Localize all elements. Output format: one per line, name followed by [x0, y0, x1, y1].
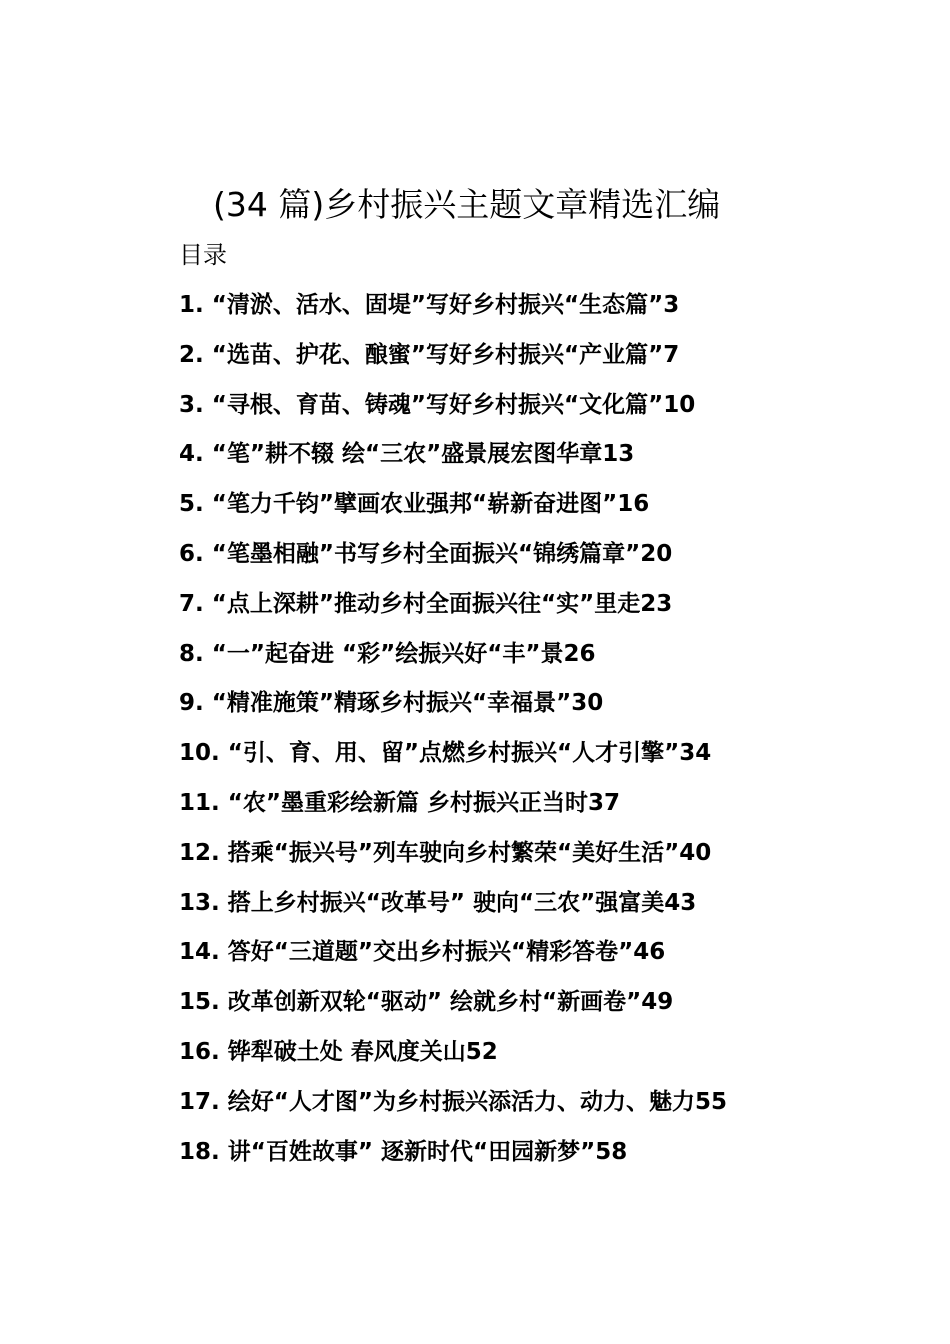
toc-entry-10[interactable] — [179, 733, 727, 783]
toc-entry-number: 6. — [179, 540, 204, 567]
toc-entry-page: 43 — [664, 889, 697, 916]
toc-entry-page: 52 — [465, 1038, 498, 1065]
toc-entry-title: “笔”耕不辍 绘“三农”盛景展宏图华章 — [211, 441, 603, 468]
toc-entry-number: 1. — [179, 292, 204, 318]
toc-entry-page: 20 — [640, 540, 673, 567]
toc-entry-page: 40 — [679, 839, 712, 866]
toc-entry-page: 58 — [595, 1138, 628, 1165]
toc-entry-title: “笔力千钧”擘画农业强邦“崭新奋进图” — [211, 491, 618, 518]
toc-entry-page: 7 — [663, 341, 680, 368]
toc-entry-9[interactable] — [179, 683, 727, 733]
toc-entry-15[interactable] — [179, 982, 727, 1032]
toc-entry-page: 46 — [633, 939, 666, 966]
toc-entry-2[interactable] — [179, 335, 727, 385]
toc-entry-5[interactable] — [179, 484, 727, 534]
toc-entry-title: 搭乘“振兴号”列车驶向乡村繁荣“美好生活” — [227, 839, 680, 866]
toc-entry-page: 30 — [571, 690, 604, 717]
toc-entry-title: “笔墨相融”书写乡村全面振兴“锦绣篇章” — [211, 540, 641, 567]
toc-entry-page: 23 — [640, 590, 673, 617]
toc-entry-page: 10 — [663, 391, 696, 418]
toc-entry-title: 铧犁破土处 春风度关山 — [227, 1038, 466, 1065]
toc-entry-title: 答好“三道题”交出乡村振兴“精彩答卷” — [227, 939, 634, 966]
toc-entry-4[interactable] — [179, 434, 727, 484]
toc-entry-title: “点上深耕”推动乡村全面振兴往“实”里走 — [211, 590, 641, 617]
toc-entry-page: 55 — [695, 1088, 728, 1115]
toc-entry-17[interactable] — [179, 1082, 727, 1132]
toc-entry-page: 34 — [679, 740, 712, 767]
toc-entry-6[interactable] — [179, 534, 727, 584]
toc-entry-title: “清淤、活水、固堤”写好乡村振兴“生态篇” — [211, 292, 664, 318]
toc-entry-number: 10. — [179, 740, 220, 767]
toc-entry-18[interactable] — [179, 1132, 727, 1182]
toc-entry-page: 37 — [588, 789, 621, 816]
toc-heading: 目录 — [179, 241, 227, 269]
toc-entry-page: 13 — [602, 441, 635, 468]
toc-entry-13[interactable] — [179, 883, 727, 933]
toc-entry-title: 讲“百姓故事” 逐新时代“田园新梦” — [227, 1138, 596, 1165]
toc-entry-number: 12. — [179, 839, 220, 866]
toc-entry-14[interactable] — [179, 932, 727, 982]
toc-entry-number: 8. — [179, 640, 204, 667]
toc-entry-page: 26 — [563, 640, 596, 667]
toc-entry-page: 3 — [663, 292, 680, 318]
toc-entry-number: 14. — [179, 939, 220, 966]
toc-entry-title: “农”墨重彩绘新篇 乡村振兴正当时 — [227, 789, 589, 816]
toc-entry-title: “寻根、育苗、铸魂”写好乡村振兴“文化篇” — [211, 391, 664, 418]
toc-entry-number: 5. — [179, 491, 204, 518]
toc-entry-number: 9. — [179, 690, 204, 717]
toc-entry-title: 绘好“人才图”为乡村振兴添活力、动力、魅力 — [227, 1088, 695, 1115]
toc-entry-title: “引、育、用、留”点燃乡村振兴“人才引擎” — [227, 740, 680, 767]
toc-entry-number: 17. — [179, 1088, 220, 1115]
toc-entry-number: 4. — [179, 441, 204, 468]
toc-entry-number: 11. — [179, 789, 220, 816]
table-of-contents — [179, 285, 727, 1181]
toc-entry-7[interactable] — [179, 584, 727, 634]
toc-entry-title: “一”起奋进 “彩”绘振兴好“丰”景 — [211, 640, 564, 667]
toc-entry-number: 15. — [179, 989, 220, 1016]
toc-entry-page: 16 — [617, 491, 650, 518]
toc-entry-8[interactable] — [179, 634, 727, 684]
toc-entry-title: 改革创新双轮“驱动” 绘就乡村“新画卷” — [227, 989, 642, 1016]
toc-entry-number: 3. — [179, 391, 204, 418]
toc-entry-12[interactable] — [179, 833, 727, 883]
toc-entry-3[interactable] — [179, 385, 727, 435]
toc-entry-number: 7. — [179, 590, 204, 617]
toc-entry-page: 49 — [641, 989, 674, 1016]
document-title: (34 篇)乡村振兴主题文章精选汇编 — [213, 185, 721, 224]
toc-entry-16[interactable] — [179, 1032, 727, 1082]
toc-entry-number: 13. — [179, 889, 220, 916]
toc-entry-number: 18. — [179, 1138, 220, 1165]
toc-entry-11[interactable] — [179, 783, 727, 833]
toc-entry-title: “精准施策”精琢乡村振兴“幸福景” — [211, 690, 572, 717]
toc-entry-1[interactable] — [179, 285, 727, 335]
toc-entry-title: 搭上乡村振兴“改革号” 驶向“三农”强富美 — [227, 889, 665, 916]
toc-entry-number: 16. — [179, 1038, 220, 1065]
toc-entry-title: “选苗、护花、酿蜜”写好乡村振兴“产业篇” — [211, 341, 664, 368]
toc-entry-number: 2. — [179, 341, 204, 368]
